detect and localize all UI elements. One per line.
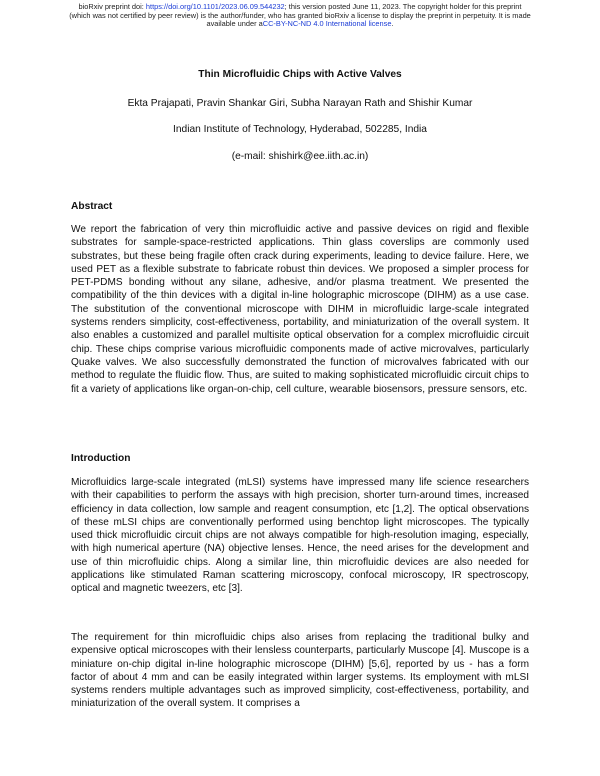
- introduction-paragraph-2: The requirement for thin microfluidic chips also arises from replacing the traditional bulky and expensive optical microscopes with their lensless counterparts, particularly Muscope [4]. Muscope is a miniature on-chip digital in-line holographic microscope (DIHM) [5,6], reported by us - has a form factor of about 4 mm and can be easily integrated within larger systems. Its employment with mLSI systems renders multiple advantages such as improved simplicity, cost-effectiveness, portability, and miniaturization of the overall system. It comprises a: [71, 632, 529, 710]
- notice-license-prefix: available under a: [206, 19, 263, 29]
- notice-copyright-text: ; this version posted June 11, 2023. The copyright holder for this preprint: [284, 2, 522, 11]
- notice-license-suffix: .: [391, 19, 394, 29]
- affiliation: Indian Institute of Technology, Hyderabad, 502285, India: [173, 124, 427, 135]
- contact-email: (e-mail: shishirk@ee.iith.ac.in): [231, 151, 369, 162]
- license-link[interactable]: CC-BY-NC-ND 4.0 International license: [262, 19, 392, 29]
- preprint-notice-line-2: (which was not certified by peer review) is the author/funder, who has granted bioRxiv a license to display the preprint in perpetuity. It is made: [69, 10, 531, 20]
- paper-title: Thin Microfluidic Chips with Active Valves: [198, 69, 402, 80]
- author-list: Ekta Prajapati, Pravin Shankar Giri, Subha Narayan Rath and Shishir Kumar: [127, 98, 473, 109]
- abstract-heading: Abstract: [71, 201, 113, 212]
- notice-doi-prefix: bioRxiv preprint doi:: [78, 2, 146, 11]
- abstract-text: We report the fabrication of very thin microfluidic active and passive devices on rigid and flexible substrates for sample-space-restricted applications. Thin glass coverslips are commonly used substrates, but these being fragile often crack during experiments, leading to device failure. Here, we used PET as a flexible substrate to fabricate robust thin devices. We proposed a simpler process for PET-PDMS bonding without any silane, adhesive, and/or plasma treatment. We presented the compatibility of the thin devices with a digital in-line holographic microscope (DIHM) as a use case. The substitution of the conventional microscope with DIHM in microfluidic large-scale integrated systems renders simplicity, cost-effectiveness, portability, and miniaturization of the overall system. It also enables a customized and parallel multisite optical observation for a complex microfluidic circuit chip. These chips comprise various microfluidic components made of active microvalves, particularly Quake valves. We also successfully demonstrated the function of microvalves fabricated with our method to regulate the fluidic flow. Thus, are suited to making sophisticated microfluidic circuit chips to fit a variety of applications like organ-on-chip, cell culture, wearable biosensors, pressure sensors, etc.: [71, 224, 529, 395]
- introduction-heading: Introduction: [71, 453, 131, 464]
- doi-link[interactable]: https://doi.org/10.1101/2023.06.09.544232: [145, 2, 285, 11]
- preprint-notice-line-3: [40, 20, 560, 29]
- preprint-notice: [40, 3, 560, 29]
- introduction-paragraph-1: Microfluidics large-scale integrated (mLSI) systems have impressed many life science researchers with their capabilities to perform the assays with high precision, shorter turn-around times, increased efficiency in data collection, low sample and reagent consumption, etc [1,2]. The optical observations of these mLSI chips are conventionally performed using benchtop light microscopes. The typically used thick microfluidic circuit chips are not always compatible for high-resolution imaging, especially, with high numerical aperture (NA) objective lenses. Hence, the need arises for the development and use of thin microfluidic chips. Along a similar line, thin microfluidic devices are also needed for applications like stimulated Raman scattering microscopy, confocal microscopy, IR spectroscopy, optical and magnetic tweezers, etc [3].: [71, 477, 529, 595]
